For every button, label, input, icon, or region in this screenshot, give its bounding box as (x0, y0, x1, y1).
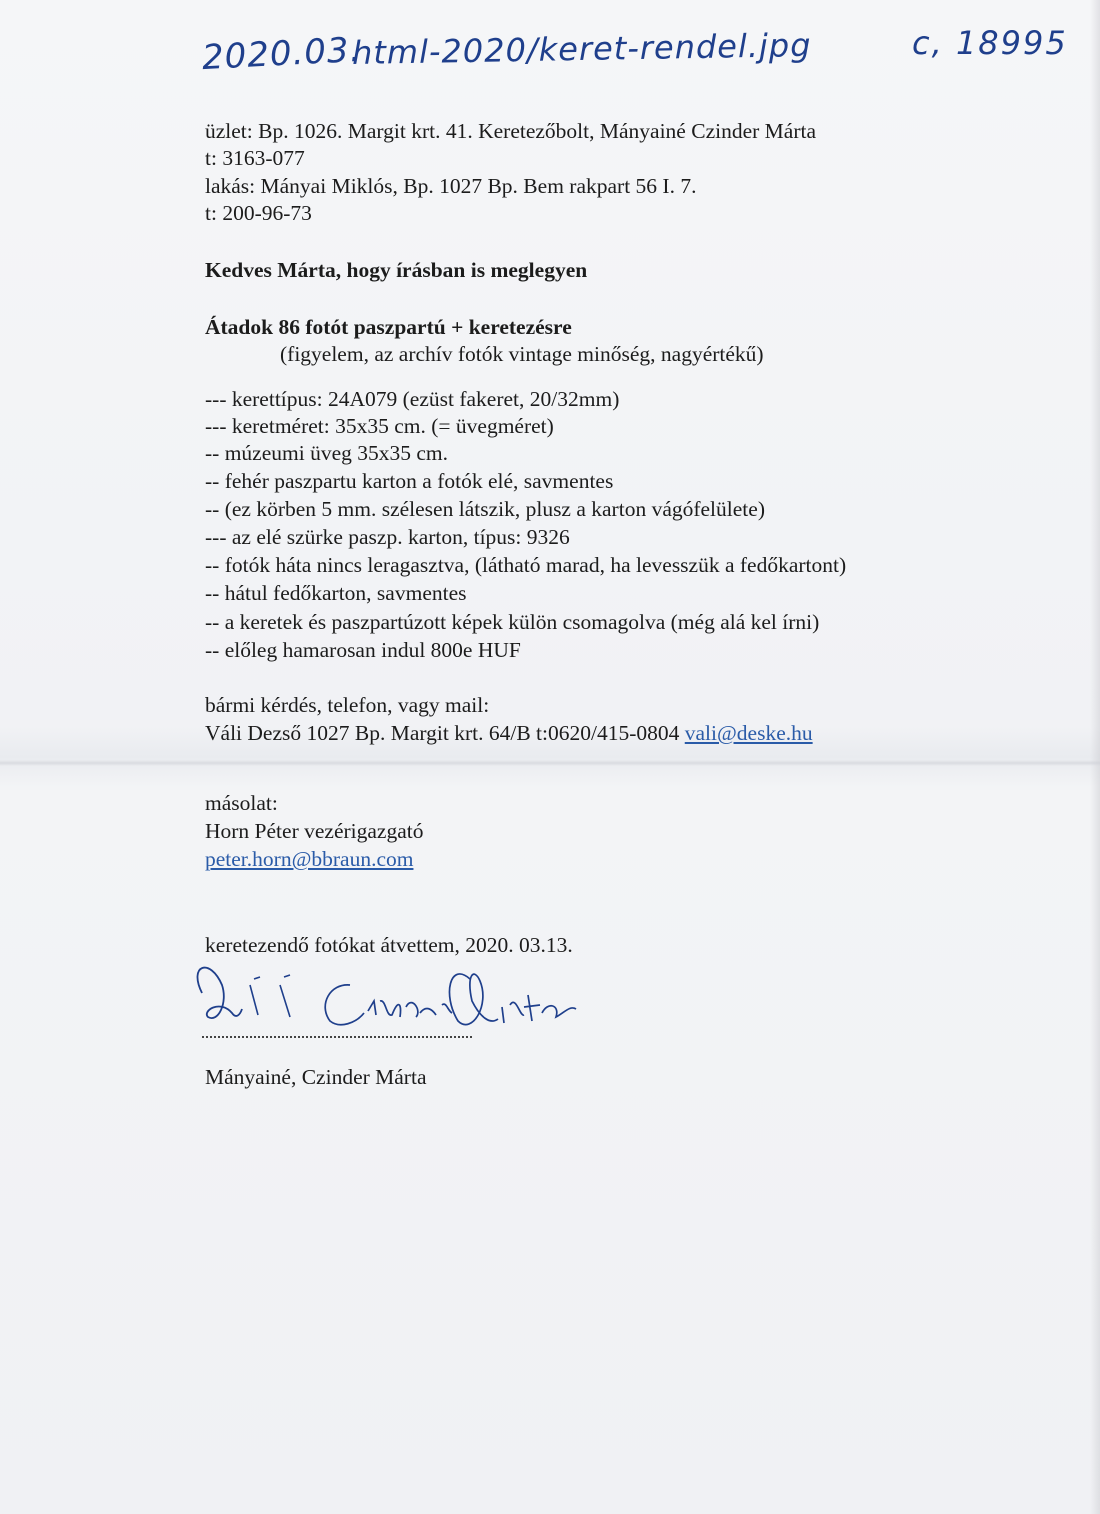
signature-line (202, 1030, 472, 1038)
copy-email-link[interactable] (205, 846, 413, 873)
home-phone: t: 200-96-73 (205, 201, 312, 225)
contact-intro: bármi kérdés, telefon, vagy mail: (205, 693, 490, 717)
paper-fold-vertical (1090, 0, 1100, 1514)
order-item: --- az elé szürke paszp. karton, típus: 9326 (205, 525, 570, 549)
copy-email[interactable]: peter.horn@bbraun.com (205, 847, 414, 871)
handwritten-date: 2020.03. (201, 29, 363, 79)
handwritten-code: c, 18995 (912, 24, 1068, 62)
greeting: Kedves Márta, hogy írásban is meglegyen (205, 258, 588, 282)
paper-fold-horizontal (0, 760, 1100, 766)
order-item: -- (ez körben 5 mm. szélesen látszik, plusz a karton vágófelülete) (205, 497, 765, 521)
order-heading: Átadok 86 fotót paszpartú + keretezésre (205, 315, 572, 339)
signer-name: Mányainé, Czinder Márta (205, 1065, 427, 1089)
order-item: --- keretméret: 35x35 cm. (= üvegméret) (205, 414, 554, 438)
receipt-confirmation: keretezendő fotókat átvettem, 2020. 03.13. (205, 933, 573, 957)
contact-details-text: Váli Dezső 1027 Bp. Margit krt. 64/B t:0620/415-0804 (205, 721, 680, 745)
order-item: -- előleg hamarosan indul 800e HUF (205, 638, 521, 662)
order-item: -- múzeumi üveg 35x35 cm. (205, 441, 449, 465)
copy-label: másolat: (205, 791, 278, 815)
handwritten-filename: html-2020/keret-rendel.jpg (351, 25, 812, 73)
order-item: -- fehér paszpartu karton a fotók elé, savmentes (205, 469, 614, 493)
order-note: (figyelem, az archív fotók vintage minőség, nagyértékű) (280, 342, 764, 366)
order-item: -- hátul fedőkarton, savmentes (205, 581, 467, 605)
contact-details (205, 720, 813, 747)
order-item: -- fotók háta nincs leragasztva, (látható marad, ha levesszük a fedőkartont) (205, 553, 847, 577)
home-address: lakás: Mányai Miklós, Bp. 1027 Bp. Bem rakpart 56 I. 7. (205, 174, 697, 198)
copy-name: Horn Péter vezérigazgató (205, 819, 424, 843)
order-item: --- kerettípus: 24A079 (ezüst fakeret, 20/32mm) (205, 387, 620, 411)
shop-address: üzlet: Bp. 1026. Margit krt. 41. Keretezőbolt, Mányainé Czinder Márta (205, 119, 816, 143)
shop-phone: t: 3163-077 (205, 146, 305, 170)
contact-email-link[interactable]: vali@deske.hu (684, 721, 813, 745)
order-item: -- a keretek és paszpartúzott képek külön csomagolva (még alá kel írni) (205, 610, 820, 634)
